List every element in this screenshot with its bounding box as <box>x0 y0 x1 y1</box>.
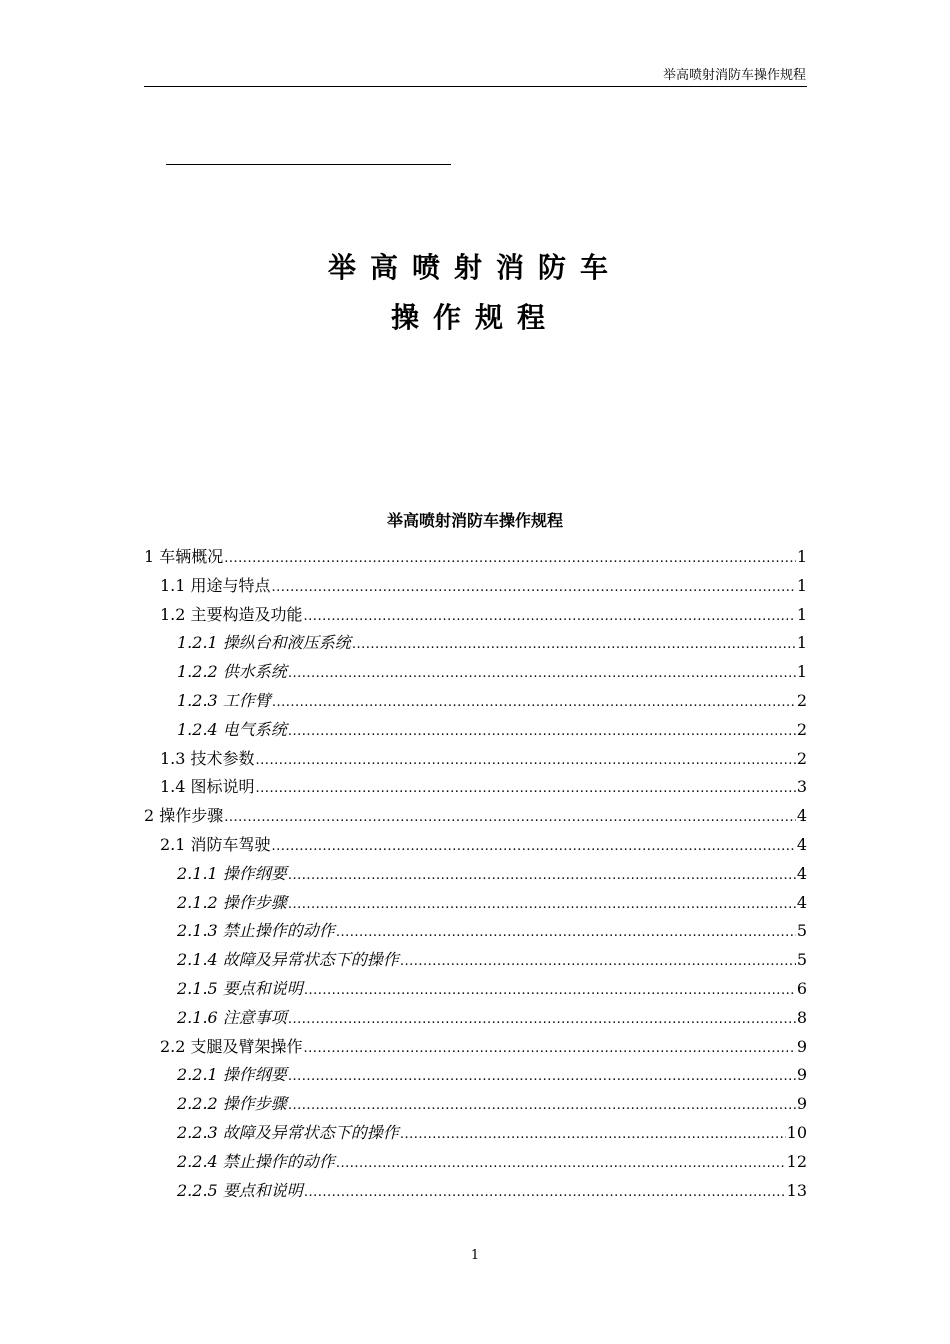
toc-entry-page: 1 <box>796 662 807 682</box>
toc-entry-label: 2.1.3 禁止操作的动作 <box>177 921 335 941</box>
toc-entry-label: 2.2 支腿及臂架操作 <box>160 1036 303 1056</box>
toc-entry-page: 4 <box>796 806 807 826</box>
toc-dot-leader <box>336 1150 786 1179</box>
toc-entry-label: 2.2.4 禁止操作的动作 <box>177 1151 335 1171</box>
toc-entry-label: 2.2.5 要点和说明 <box>177 1180 303 1200</box>
toc-entry[interactable] <box>144 687 807 716</box>
toc-dot-leader <box>400 948 796 977</box>
toc-entry-page: 9 <box>796 1094 807 1114</box>
toc-entry-label: 1.3 技术参数 <box>160 748 255 768</box>
toc-entry[interactable] <box>144 745 807 774</box>
toc-dot-leader <box>304 603 796 632</box>
toc-dot-leader <box>224 804 796 833</box>
toc-dot-leader <box>304 1035 796 1064</box>
toc-entry-page: 3 <box>796 777 807 797</box>
toc-dot-leader <box>352 631 796 660</box>
toc-title: 举高喷射消防车操作规程 <box>386 511 563 530</box>
toc-dot-leader <box>288 1006 796 1035</box>
toc-entry-label: 2.1 消防车驾驶 <box>160 834 271 854</box>
toc-dot-leader <box>288 718 796 747</box>
toc-dot-leader <box>288 862 796 891</box>
toc-entry-label: 1.2 主要构造及功能 <box>160 604 303 624</box>
toc-dot-leader <box>304 977 796 1006</box>
toc-entry-label: 2.1.2 操作步骤 <box>177 892 287 912</box>
toc-entry-label: 2.1.6 注意事项 <box>177 1007 287 1027</box>
toc-entry-label: 1 车辆概况 <box>144 547 224 566</box>
toc-dot-leader <box>336 919 796 948</box>
toc-entry-page: 5 <box>796 921 807 941</box>
toc-entry-label: 1.2.2 供水系统 <box>177 662 287 682</box>
toc-entry[interactable] <box>144 658 807 687</box>
toc-entry-page: 9 <box>796 1065 807 1085</box>
toc-entry[interactable] <box>144 1033 807 1062</box>
title-rule <box>166 164 451 165</box>
toc-entry[interactable] <box>144 1177 807 1206</box>
toc-entry-label: 2 操作步骤 <box>144 806 224 826</box>
toc-dot-leader <box>288 1092 796 1121</box>
toc-entry[interactable] <box>144 572 807 601</box>
toc-entry[interactable] <box>144 946 807 975</box>
toc-entry-page: 10 <box>786 1122 807 1142</box>
toc-entry[interactable] <box>144 601 807 630</box>
toc-entry-page: 1 <box>796 547 807 566</box>
toc-dot-leader <box>288 660 796 689</box>
toc-entry[interactable] <box>144 1148 807 1177</box>
toc-entry[interactable] <box>144 716 807 745</box>
toc-entry-label: 2.2.1 操作纲要 <box>177 1065 287 1085</box>
document-title-line-1: 举高喷射消防车 <box>327 251 622 284</box>
toc-entry-page: 1 <box>796 633 807 653</box>
toc-dot-leader <box>272 574 796 603</box>
toc-entry[interactable] <box>144 831 807 860</box>
header-rule <box>144 86 807 87</box>
toc-entry-page: 4 <box>796 834 807 854</box>
page-number: 1 <box>470 1248 480 1263</box>
toc-entry[interactable] <box>144 975 807 1004</box>
toc-dot-leader <box>288 891 796 920</box>
toc-entry-page: 8 <box>796 1007 807 1027</box>
toc-entry[interactable] <box>144 629 807 658</box>
toc-dot-leader <box>256 747 796 776</box>
toc-dot-leader <box>272 689 796 718</box>
toc-entry-page: 12 <box>786 1151 807 1171</box>
toc-dot-leader <box>304 1179 786 1208</box>
toc-entry-page: 2 <box>796 719 807 739</box>
toc-dot-leader <box>400 1121 786 1150</box>
toc-entry[interactable] <box>144 773 807 802</box>
toc-entry[interactable] <box>144 802 807 831</box>
toc-entry-page: 9 <box>796 1036 807 1056</box>
toc-entry-page: 13 <box>786 1180 807 1200</box>
toc-entry[interactable] <box>144 860 807 889</box>
toc-entry-page: 5 <box>796 950 807 970</box>
toc-entry-label: 2.2.3 故障及异常状态下的操作 <box>177 1122 399 1142</box>
toc-entry-label: 1.2.3 工作臂 <box>177 690 271 710</box>
toc-dot-leader <box>272 833 796 862</box>
toc-dot-leader <box>256 775 796 804</box>
toc-entry-label: 2.1.4 故障及异常状态下的操作 <box>177 950 399 970</box>
toc-entry-label: 2.2.2 操作步骤 <box>177 1094 287 1114</box>
toc-entry[interactable] <box>144 1061 807 1090</box>
toc-dot-leader <box>224 545 796 574</box>
toc-entry[interactable] <box>144 1090 807 1119</box>
toc-entry-page: 4 <box>796 863 807 883</box>
toc-entry[interactable] <box>144 543 807 572</box>
toc-entry-label: 1.2.4 电气系统 <box>177 719 287 739</box>
toc-entry-page: 2 <box>796 748 807 768</box>
running-header: 举高喷射消防车操作规程 <box>662 68 806 83</box>
toc-entry-page: 2 <box>796 690 807 710</box>
toc-entry-label: 1.4 图标说明 <box>160 777 255 797</box>
toc-dot-leader <box>288 1063 796 1092</box>
toc-entry-label: 1.2.1 操纵台和液压系统 <box>177 633 351 653</box>
toc-entry-label: 2.1.5 要点和说明 <box>177 978 303 998</box>
toc-entry[interactable] <box>144 917 807 946</box>
toc-entry-label: 2.1.1 操作纲要 <box>177 863 287 883</box>
toc-entry-page: 1 <box>796 575 807 595</box>
document-title-line-2: 操作规程 <box>390 301 559 334</box>
toc-entry-page: 6 <box>796 978 807 998</box>
table-of-contents <box>144 543 807 1205</box>
toc-entry[interactable] <box>144 1119 807 1148</box>
toc-entry-label: 1.1 用途与特点 <box>160 575 271 595</box>
toc-entry-page: 1 <box>796 604 807 624</box>
toc-entry[interactable] <box>144 889 807 918</box>
toc-entry-page: 4 <box>796 892 807 912</box>
toc-entry[interactable] <box>144 1004 807 1033</box>
